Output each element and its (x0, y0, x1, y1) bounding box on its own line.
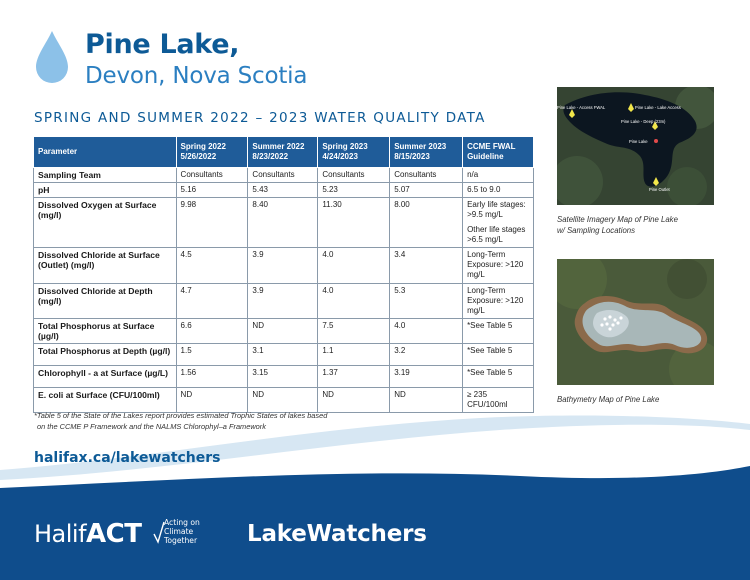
value-cell: 3.4 (390, 248, 463, 284)
guideline-cell (463, 248, 534, 284)
parameter-cell: E. coli at Surface (CFU/100ml) (34, 388, 177, 413)
value-cell: 8.00 (390, 198, 463, 248)
guideline-text: *See Table 5 (467, 346, 513, 355)
table-row (34, 183, 534, 198)
guideline-text: Long-Term Exposure: >120 mg/L (467, 286, 524, 315)
guideline-text: Other life stages >6.5 mg/L (467, 225, 526, 244)
table-header-row (34, 137, 534, 168)
value-cell: 4.5 (176, 248, 248, 284)
value-cell: 5.07 (390, 183, 463, 198)
guideline-text: 6.5 to 9.0 (467, 185, 501, 194)
value-cell: 4.7 (176, 284, 248, 319)
website-link[interactable]: halifax.ca/lakewatchers (34, 450, 221, 466)
page-title: Pine Lake, (85, 29, 240, 60)
section-heading: SPRING AND SUMMER 2022 – 2023 WATER QUALITY DATA (34, 110, 486, 126)
parameter-cell: Sampling Team (34, 168, 177, 183)
header-parameter: Parameter (34, 137, 177, 168)
bathymetry-caption: Bathymetry Map of Pine Lake (557, 395, 660, 404)
lakewatchers-logo: LakeWatchers (247, 521, 427, 547)
value-cell: Consultants (318, 168, 390, 183)
value-cell: 11.30 (318, 198, 390, 248)
guideline-cell (463, 168, 534, 183)
parameter-cell: Chlorophyll - a at Surface (µg/L) (34, 366, 177, 388)
tagline-line-1: Acting on (164, 518, 200, 527)
table-row (34, 366, 534, 388)
label-deep: Pine Lake - Deep (23m) (621, 119, 666, 124)
parameter-cell: Total Phosphorus at Surface (µg/l) (34, 319, 177, 344)
value-cell: 8.40 (248, 198, 318, 248)
header-summer-2023: Summer 2023 8/15/2023 (390, 137, 463, 168)
location-subtitle: Devon, Nova Scotia (85, 63, 308, 89)
label-outlet: Pine Outlet (649, 187, 670, 192)
header-spring-2022: Spring 2022 5/26/2022 (176, 137, 248, 168)
guideline-cell (463, 366, 534, 388)
satellite-caption-line-2: w/ Sampling Locations (557, 226, 636, 235)
value-cell: 3.1 (248, 344, 318, 366)
value-cell: 5.16 (176, 183, 248, 198)
guideline-text: ≥ 235 CFU/100ml (467, 390, 508, 409)
guideline-text: Early life stages: >9.5 mg/L (467, 200, 526, 219)
tagline-line-2: Climate (164, 526, 194, 536)
value-cell: 7.5 (318, 319, 390, 344)
guideline-cell (463, 183, 534, 198)
guideline-cell (463, 319, 534, 344)
value-cell: 3.19 (390, 366, 463, 388)
value-cell: ND (248, 388, 318, 413)
value-cell: 5.3 (390, 284, 463, 319)
guideline-text: Long-Term Exposure: >120 mg/L (467, 250, 524, 279)
value-cell: 1.37 (318, 366, 390, 388)
value-cell: 9.98 (176, 198, 248, 248)
table-row (34, 344, 534, 366)
label-lake-access: Pine Lake - Lake Access (635, 105, 681, 110)
parameter-cell: Dissolved Oxygen at Surface (mg/l) (34, 198, 177, 248)
value-cell: 1.56 (176, 366, 248, 388)
guideline-cell (463, 198, 534, 248)
header-summer-2022: Summer 2022 8/23/2022 (248, 137, 318, 168)
parameter-cell: Total Phosphorus at Depth (µg/l) (34, 344, 177, 366)
value-cell: 3.9 (248, 284, 318, 319)
header-guideline: CCME FWAL Guideline (463, 137, 534, 168)
value-cell: 4.0 (390, 319, 463, 344)
value-cell: ND (176, 388, 248, 413)
value-cell: 4.0 (318, 248, 390, 284)
guideline-text: *See Table 5 (467, 321, 513, 330)
header-spring-2023: Spring 2023 4/24/2023 (318, 137, 390, 168)
bathymetry-map (557, 259, 714, 385)
value-cell: Consultants (248, 168, 318, 183)
value-cell: 4.0 (318, 284, 390, 319)
logo-bold-text: ACT (86, 519, 142, 549)
table-row (34, 168, 534, 183)
value-cell: 3.15 (248, 366, 318, 388)
table-row (34, 319, 534, 344)
footer-wave (0, 400, 750, 580)
value-cell: ND (248, 319, 318, 344)
table-row (34, 248, 534, 284)
satellite-caption (557, 214, 727, 236)
guideline-cell (463, 284, 534, 319)
value-cell: ND (390, 388, 463, 413)
footnote-line-2: on the CCME P Framework and the NALMS Chlorophyl–a Framework (37, 421, 266, 431)
table-row (34, 284, 534, 319)
value-cell: 1.5 (176, 344, 248, 366)
water-drop-icon (34, 30, 70, 84)
parameter-cell: Dissolved Chloride at Surface (Outlet) (mg/l) (34, 248, 177, 284)
value-cell: 3.2 (390, 344, 463, 366)
value-cell: Consultants (390, 168, 463, 183)
label-center: Pine Lake (629, 139, 648, 144)
value-cell: 1.1 (318, 344, 390, 366)
footnote-line-1: *Table 5 of the State of the Lakes report provides estimated Trophic States of lakes based (34, 411, 328, 420)
parameter-cell: Dissolved Chloride at Depth (mg/l) (34, 284, 177, 319)
tagline-line-3: Together (164, 535, 198, 545)
label-access-fwal: Pine Lake - Access FWAL (557, 105, 606, 110)
logo-light-text: Halif (34, 520, 87, 548)
guideline-cell (463, 344, 534, 366)
guideline-text: n/a (467, 170, 479, 179)
guideline-text: *See Table 5 (467, 368, 513, 377)
logo-tagline (164, 519, 200, 545)
value-cell: ND (318, 388, 390, 413)
value-cell: 3.9 (248, 248, 318, 284)
satellite-caption-line-1: Satellite Imagery Map of Pine Lake (557, 215, 678, 224)
value-cell: 5.23 (318, 183, 390, 198)
halifact-logo (34, 519, 142, 549)
table-body (34, 168, 534, 413)
table-row (34, 198, 534, 248)
parameter-cell: pH (34, 183, 177, 198)
value-cell: 6.6 (176, 319, 248, 344)
value-cell: 5.43 (248, 183, 318, 198)
water-quality-table (33, 136, 534, 413)
value-cell: Consultants (176, 168, 248, 183)
satellite-map (557, 87, 714, 205)
